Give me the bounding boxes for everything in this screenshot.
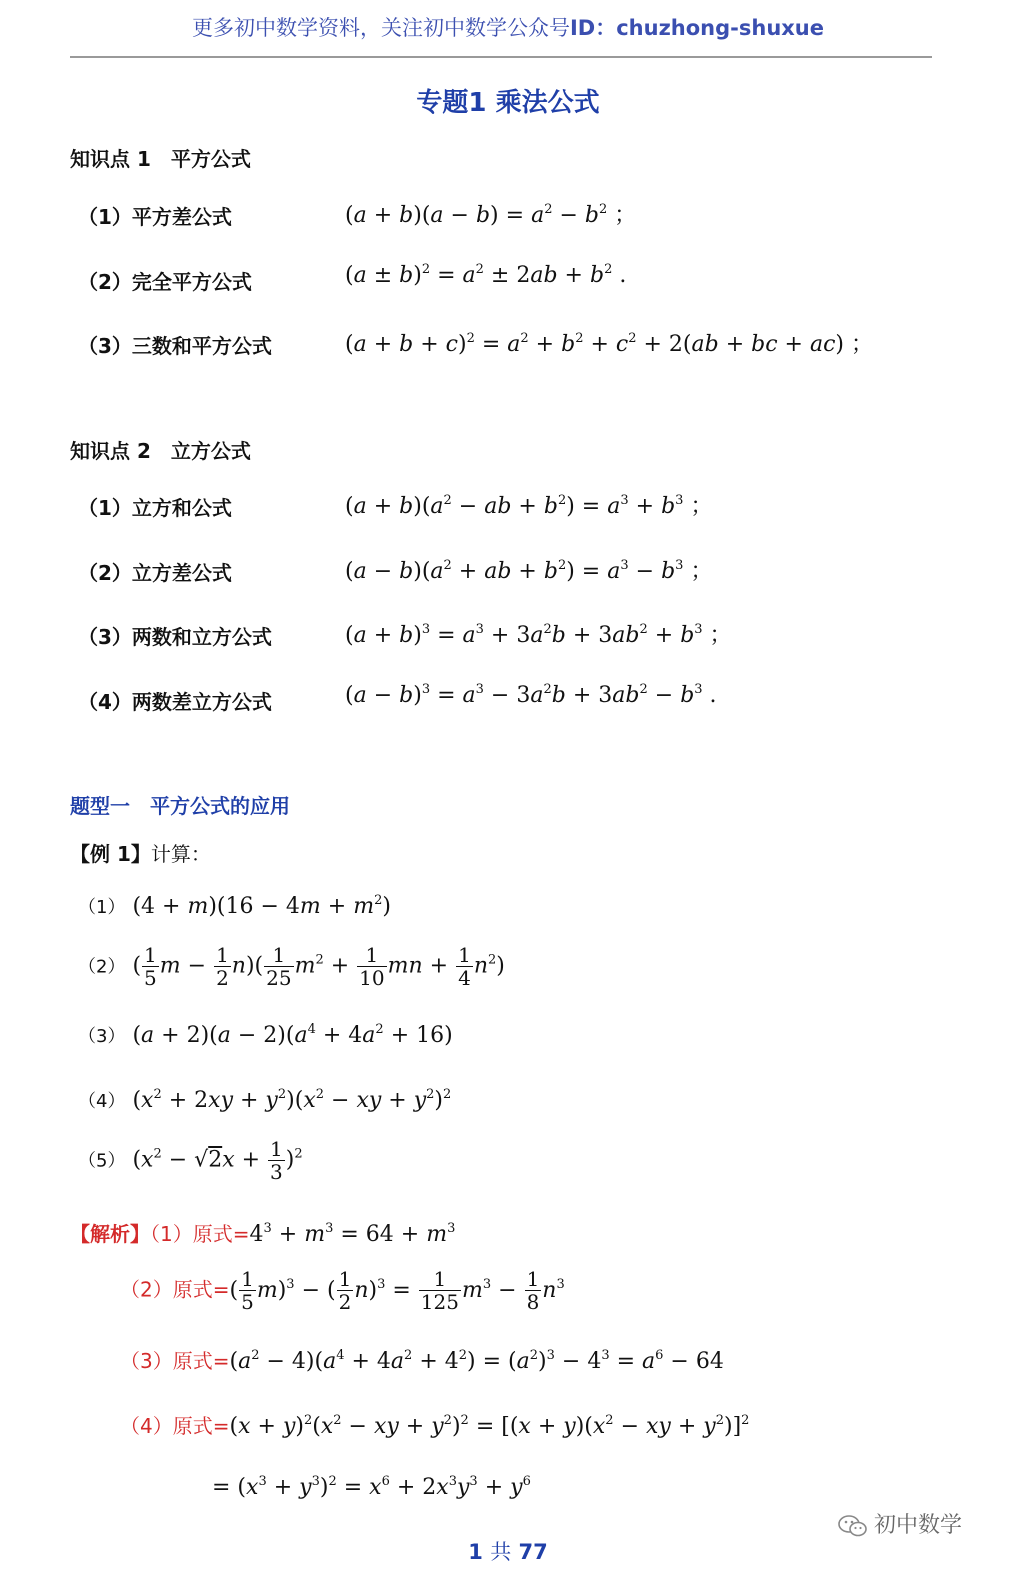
- s2-item1-label: （1）立方和公式: [78, 496, 232, 520]
- wechat-icon: [838, 1514, 868, 1538]
- s1-item2-formula: $(a \pm b)^2 = a^2 \pm 2ab + b^2$ .: [345, 262, 627, 288]
- page-title: 专题1 乘法公式: [416, 88, 600, 118]
- problem-1: （1） $(4 + m)(16 - 4m + m^2)$: [78, 893, 391, 919]
- s1-item3-formula: $(a + b + c)^2 = a^2 + b^2 + c^2 + 2(ab$ + bc + ac) ；: [345, 331, 873, 357]
- s1-item2-label: （2）完全平方公式: [78, 270, 252, 294]
- section2-heading: 知识点 2 立方公式: [70, 439, 251, 463]
- s2-item4-formula: $(a - b)^3 = a^3 - 3a^2b + 3ab^2 - b^3$ .: [345, 682, 717, 708]
- s2-item2-label: （2）立方差公式: [78, 561, 232, 585]
- s2-item4-label: （4）两数差立方公式: [78, 690, 272, 714]
- header-banner: [0, 12, 1016, 42]
- header-text: 更多初中数学资料，关注初中数学公众号: [191, 16, 570, 40]
- header-id-label: ID：: [569, 16, 617, 40]
- s1-item3-label: （3）三数和平方公式: [78, 334, 272, 358]
- problem-3: （3） $(a + 2)(a - 2)(a^4 + 4a^2 + 16)$: [78, 1022, 453, 1048]
- section1-heading: 知识点 1 平方公式: [70, 147, 251, 171]
- problem-4: （4） $(x^2 + 2xy + y^2)(x^2$ − xy + $y^2)^2$: [78, 1087, 452, 1113]
- header-divider: [70, 56, 932, 58]
- s1-item1-label: （1）平方差公式: [78, 205, 232, 229]
- problem-5: （5） ($x^2 - √2x$ + $\frac{1}{3}$ )$^2$: [78, 1137, 303, 1184]
- watermark: [838, 1508, 962, 1539]
- example1-text: 计算：: [150, 842, 211, 866]
- example1-line: [70, 838, 211, 867]
- s1-item1-formula: $(a + b)(a - b) = a^2 - b^2$ ；: [345, 202, 637, 228]
- type1-heading: 题型一 平方公式的应用: [70, 794, 290, 818]
- s2-item2-formula: $(a - b)(a^2$ + ab + $b^2) = a^3 - b^3$ ；: [345, 558, 713, 584]
- solution-step-1: 【解析】（1）原式$=4^3 + m^3 = 64 + m^3$: [70, 1221, 456, 1247]
- header-id-value: chuzhong-shuxue: [616, 16, 825, 40]
- example1-tag: 【例 1】: [70, 842, 151, 866]
- s2-item1-formula: $(a + b)(a^2$ − ab + $b^2) = a^3 + b^3$ ；: [345, 493, 713, 519]
- s2-item3-label: （3）两数和立方公式: [78, 625, 272, 649]
- solution-step-3: （3）原式$=(a^2 - 4)(a^4 + 4a^2 + 4^2) = (a^2)^3 - 4^3 = a^6 - 64$: [120, 1348, 724, 1374]
- watermark-text: 初中数学: [874, 1513, 963, 1538]
- solution-step-5: = $(x^3 + y^3)^2 = x^6 + 2x^3y^3 + y^6$: [212, 1474, 531, 1500]
- s2-item3-formula: $(a + b)^3 = a^3 + 3a^2b + 3ab^2 + b^3$ ；: [345, 622, 732, 648]
- problem-2: （2） ( $\frac{1}{5}$ m − $\frac{1}{2}$ n)( $\frac{1}{25}$ $m^2$ + $\frac{1}{10}$ mn + $\frac{1}{4}$ $n^2$): [78, 943, 505, 990]
- solution-step-4: （4）原式$=(x + y)^2(x^2$ − xy + $y^2)^2 = [(x + y)(x^2$ − xy + $y^2)]^2$: [120, 1413, 750, 1439]
- solution-step-2: （2）原式=( $\frac{1}{5}$ m)$^3$ − ( $\frac{1}{2}$ n)$^3$ = $\frac{1}{125}$ $m^3$ − $\frac{1}{8}$ $n^3$: [120, 1267, 565, 1314]
- solution-tag: 【解析】: [70, 1222, 150, 1246]
- page-number: 1 共 77: [468, 1540, 548, 1564]
